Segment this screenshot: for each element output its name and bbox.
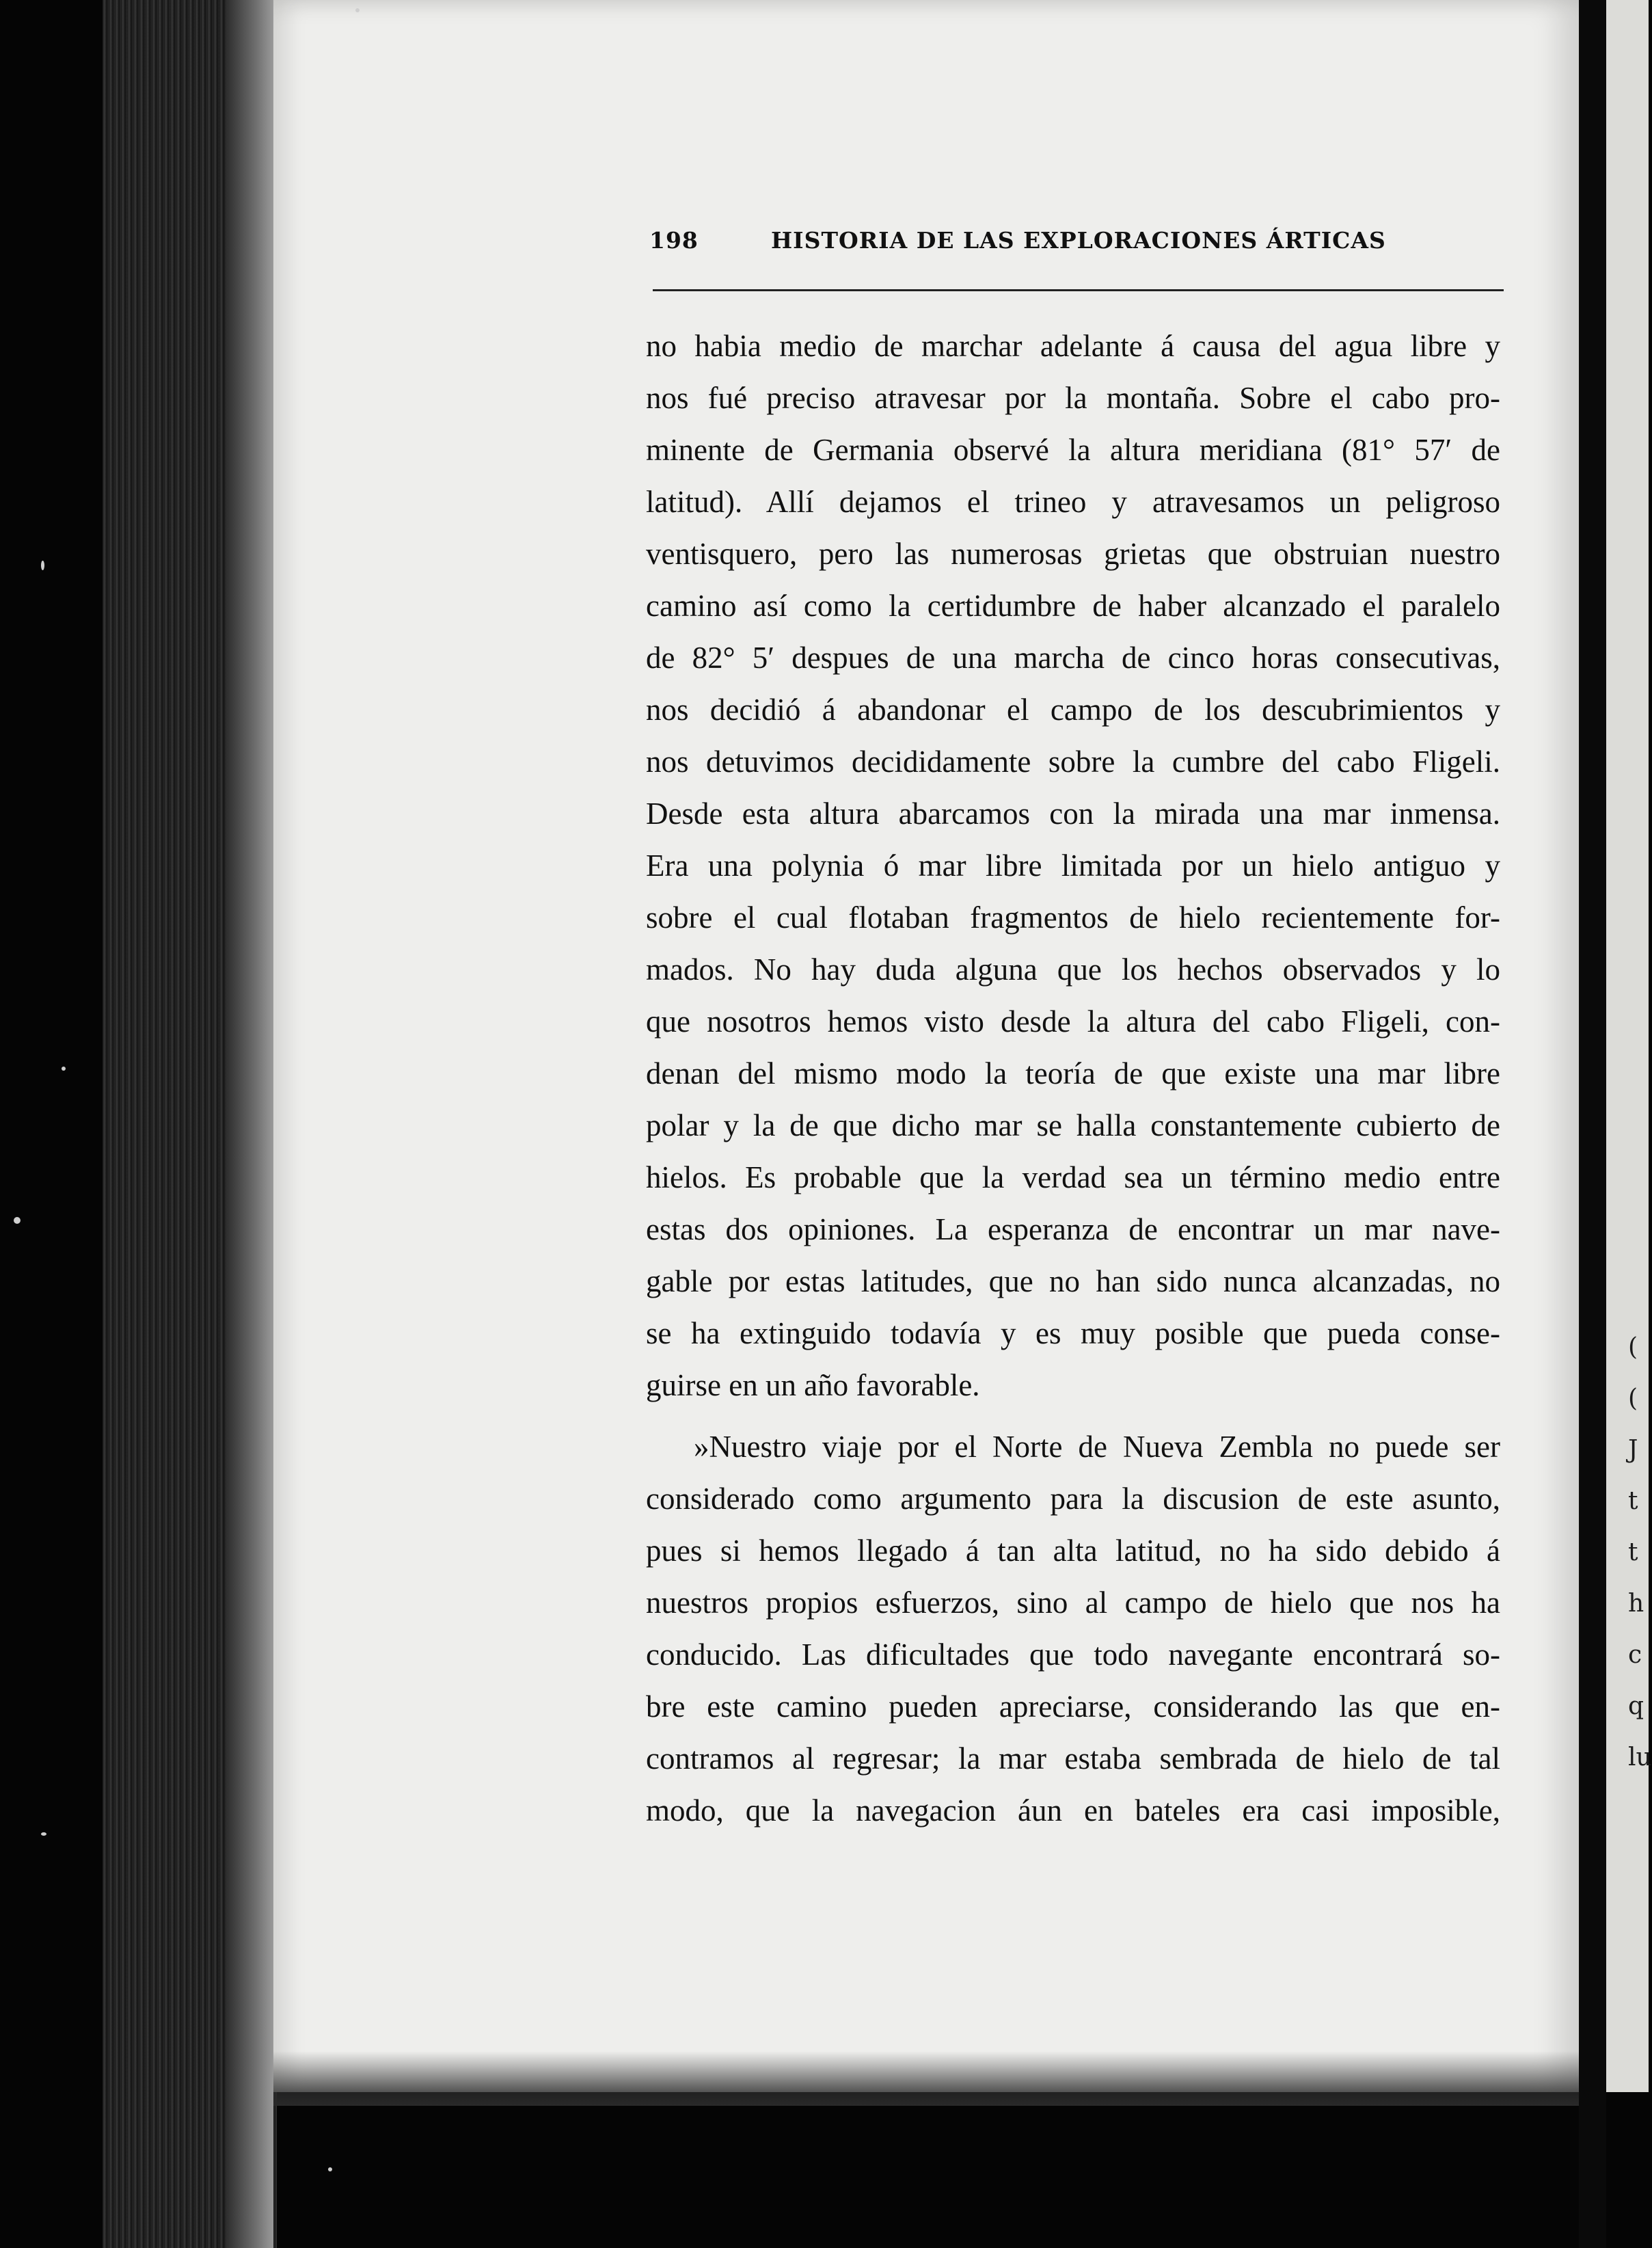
text-line: se ha extinguido todavía y es muy posible que pueda conse- <box>646 1316 1500 1350</box>
facing-page-fragment: J <box>1628 1436 1638 1464</box>
text-line: hielos. Es probable que la verdad sea un término medio entre <box>646 1160 1500 1194</box>
text-line: pues si hemos llegado á tan alta latitud, no ha sido debido á <box>646 1534 1500 1568</box>
facing-page-fragment: c <box>1628 1641 1642 1669</box>
text-line: bre este camino pueden apreciarse, considerando las que en- <box>646 1689 1500 1724</box>
facing-page-fragment: t <box>1628 1487 1638 1515</box>
paragraph-end-line: guirse en un año favorable. <box>646 1368 980 1402</box>
body-text <box>646 320 1500 1836</box>
text-line: que nosotros hemos visto desde la altura del cabo Fligeli, con- <box>646 1004 1500 1039</box>
text-line: considerado como argumento para la discusion de este asunto, <box>646 1482 1500 1516</box>
text-line: polar y la de que dicho mar se halla constantemente cubierto de <box>646 1108 1500 1142</box>
text-line: denan del mismo modo la teoría de que existe una mar libre <box>646 1056 1500 1090</box>
page-edge-highlight <box>226 0 273 2248</box>
text-line: nos decidió á abandonar el campo de los descubrimientos y <box>646 693 1500 727</box>
dust-speck <box>14 1217 21 1224</box>
dust-speck <box>62 1067 66 1071</box>
text-line: gable por estas latitudes, que no han sido nunca alcanzadas, no <box>646 1264 1500 1298</box>
facing-page-fragment: q <box>1628 1692 1644 1720</box>
facing-page-fragment: lu <box>1628 1743 1652 1771</box>
text-line: minente de Germania observé la altura meridiana (81° 57′ de <box>646 433 1500 467</box>
paragraph-start-line: »Nuestro viaje por el Norte de Nueva Zembla no puede ser <box>694 1430 1500 1464</box>
page-number: 198 <box>649 227 699 254</box>
text-line: Era una polynia ó mar libre limitada por un hielo antiguo y <box>646 848 1500 883</box>
text-line: ventisquero, pero las numerosas grietas que obstruian nuestro <box>646 537 1500 571</box>
text-line: latitud). Allí dejamos el trineo y atravesamos un peligroso <box>646 485 1500 519</box>
text-line: nos fué preciso atravesar por la montaña. Sobre el cabo pro- <box>646 381 1500 415</box>
page-bottom-shadow <box>273 2051 1579 2106</box>
dust-speck <box>328 2167 332 2171</box>
text-line: contramos al regresar; la mar estaba sembrada de hielo de tal <box>646 1741 1500 1776</box>
book-gutter <box>1579 0 1606 2248</box>
text-line: no habia medio de marchar adelante á causa del agua libre y <box>646 329 1500 363</box>
text-line: nos detuvimos decididamente sobre la cumbre del cabo Fligeli. <box>646 745 1500 779</box>
facing-page-fragment: t <box>1628 1538 1638 1566</box>
text-line: conducido. Las dificultades que todo navegante encontrará so- <box>646 1637 1500 1672</box>
text-line: modo, que la navegacion áun en bateles era casi imposible, <box>646 1793 1500 1828</box>
header-rule <box>653 289 1504 291</box>
facing-page-fragment: h <box>1628 1590 1644 1618</box>
dust-speck <box>41 561 44 570</box>
text-line: Desde esta altura abarcamos con la mirada una mar inmensa. <box>646 797 1500 831</box>
dust-speck <box>41 1832 46 1836</box>
dust-speck <box>355 8 360 12</box>
running-header <box>649 227 1398 268</box>
running-title: HISTORIA DE LAS EXPLORACIONES ÁRTICAS <box>771 227 1386 254</box>
text-line: nuestros propios esfuerzos, sino al campo de hielo que nos ha <box>646 1585 1500 1620</box>
facing-page-fragment: ( <box>1628 1333 1638 1361</box>
text-line: camino así como la certidumbre de haber alcanzado el paralelo <box>646 589 1500 623</box>
text-line: mados. No hay duda alguna que los hechos observados y lo <box>646 952 1500 987</box>
text-line: de 82° 5′ despues de una marcha de cinco horas consecutivas, <box>646 641 1500 675</box>
text-line: sobre el cual flotaban fragmentos de hielo recientemente for- <box>646 900 1500 935</box>
facing-page-fragment: ( <box>1628 1384 1638 1413</box>
facing-page-edge <box>1606 0 1649 2092</box>
text-line: estas dos opiniones. La esperanza de encontrar un mar nave- <box>646 1212 1500 1246</box>
